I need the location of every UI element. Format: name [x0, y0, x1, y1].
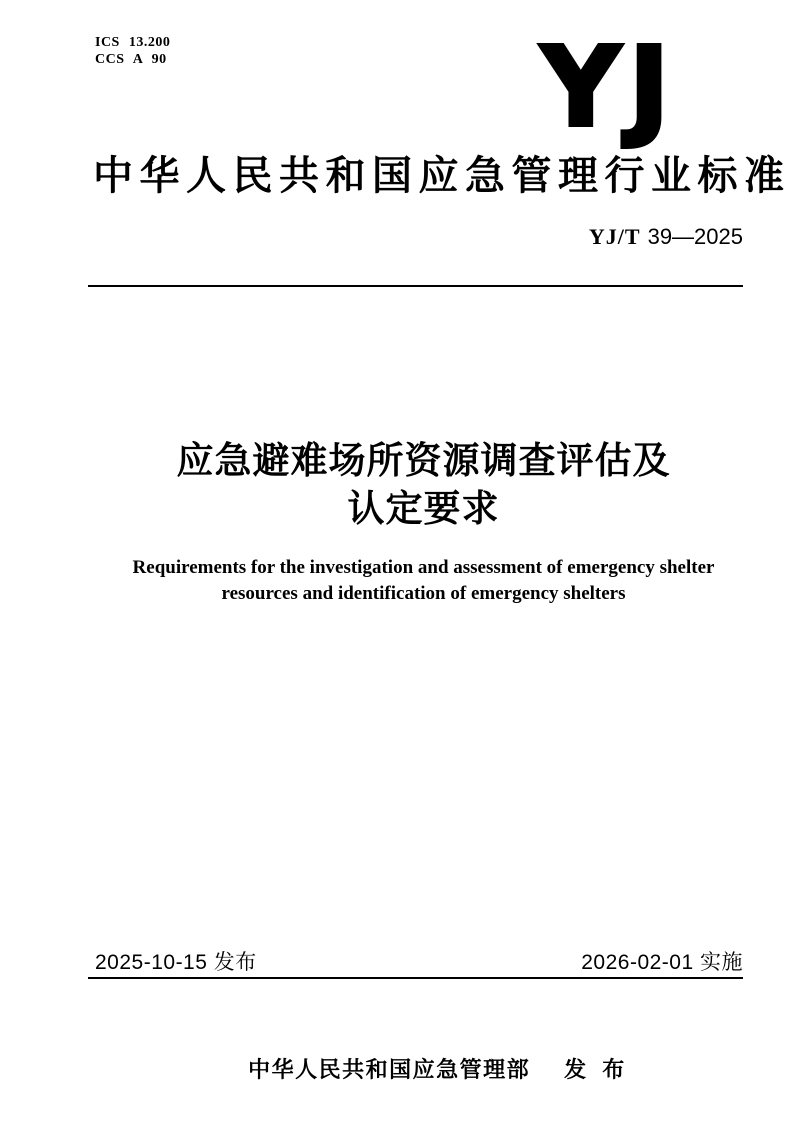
standard-code: [589, 224, 743, 250]
implement-date: 2026-02-01 实施: [581, 951, 743, 974]
ics-code: ICS 13.200: [95, 35, 171, 50]
classification-codes: [95, 34, 170, 68]
document-title-zh-line1: 应急避难场所资源调查评估及: [176, 440, 671, 481]
standard-code-number: 39—2025: [647, 224, 743, 249]
document-title-en-line2: resources and identification of emergency shelters: [221, 583, 626, 604]
ccs-code: CCS A 90: [95, 52, 167, 67]
publisher-line: [96, 1031, 751, 1109]
issue-date: 2025-10-15 发布: [95, 951, 257, 974]
standard-series-title: 中华人民共和国应急管理行业标准: [93, 154, 791, 198]
publisher-name: 中华人民共和国应急管理部: [248, 1057, 531, 1082]
header-rule: [88, 285, 743, 287]
document-title-zh-line2: 认定要求: [347, 488, 500, 529]
document-title-en: [96, 555, 751, 607]
document-title-en-line1: Requirements for the investigation and assessment of emergency shelter: [132, 557, 715, 578]
document-title-zh: [96, 437, 751, 533]
dates-row: [95, 951, 743, 975]
standard-code-prefix: YJ/T: [588, 224, 641, 249]
publish-label: 发 布: [564, 1057, 630, 1082]
standard-series-logo: YJ: [541, 23, 678, 151]
footer-rule: [88, 977, 743, 979]
